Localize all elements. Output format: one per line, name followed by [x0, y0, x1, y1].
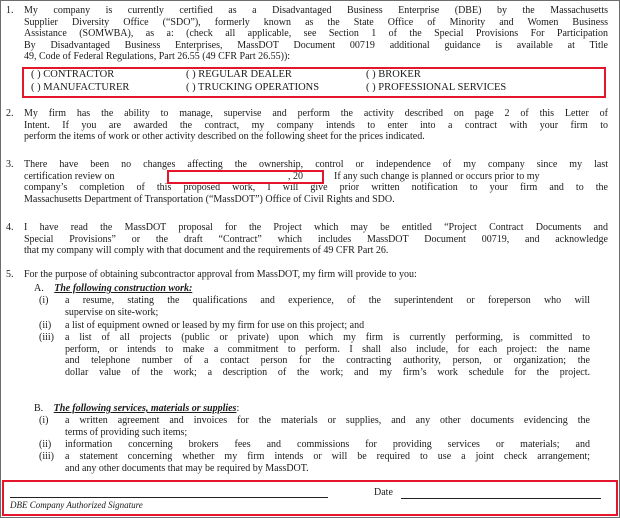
item-number: 3.	[6, 159, 14, 170]
section-title: The following construction work:	[54, 283, 193, 294]
item-text-line: a written agreement and invoices for the materials or supplies, and any other documents evidencing the	[65, 415, 590, 426]
item-text-line: and telephone number of a contact person for the contracting authority, person, or organization; the	[65, 355, 590, 367]
item-text-line: By Disadvantaged Business Enterprises, MassDOT Document 00719 additional guidance is available at Title	[24, 39, 608, 51]
item-text-line: 49, Code of Federal Regulations, Part 26.55 (49 CFR Part 26.55)):	[24, 51, 291, 63]
item-text-line: There have been no changes affecting the ownership, control or independence of my company since my last	[24, 159, 608, 170]
item-text-line: My company is currently certified as a Disadvantaged Business Enterprise (DBE) by the Massachusetts	[24, 5, 608, 16]
item-number: 1.	[6, 5, 14, 16]
item-text-fragment: If any such change is planned or occurs prior to my	[334, 170, 540, 182]
item-text-line: perform the items of work or other activity described on the following sheet for the prices indicated.	[24, 131, 425, 143]
item-text-line: a statement concerning whether my firm intends or will be required to use a joint check arrangement;	[65, 451, 590, 462]
item-text-line: a resume, stating the qualifications and experience, of the superintendent or foreperson who will	[65, 295, 590, 306]
certification-row	[31, 69, 601, 82]
section-b-heading	[34, 403, 239, 415]
item-text-line: information concerning brokers fees and commissions for providing services or materials; and	[65, 439, 590, 450]
option-professional-services-checkbox[interactable]: ( ) PROFESSIONAL SERVICES	[366, 81, 507, 93]
roman-numeral: (i)	[39, 415, 49, 426]
item-number: 5.	[6, 269, 14, 280]
item-text-line: My firm has the ability to manage, supervise and perform the activity described on page 2 of this Letter of	[24, 108, 608, 119]
section-title: The following services, materials or supplies	[53, 403, 237, 414]
option-contractor-checkbox[interactable]: ( ) CONTRACTOR	[31, 69, 115, 80]
item-text-line: terms of providing such items;	[65, 426, 188, 438]
signature-date-field[interactable]	[401, 498, 601, 499]
item-text-line: that my company will comply with that document and the requirements of 49 CFR Part 26.	[24, 245, 389, 257]
roman-numeral: (i)	[39, 295, 49, 306]
option-manufacturer-checkbox[interactable]: ( ) MANUFACTURER	[31, 81, 130, 93]
certification-row	[31, 82, 601, 95]
section-letter: A.	[34, 283, 44, 294]
item-number: 4.	[6, 222, 14, 233]
certification-options	[31, 69, 601, 94]
item-text-line: a list of equipment owned or leased by my firm for use on this project; and	[65, 320, 365, 331]
item-text-line: a list of all projects (public or private) upon which my firm is currently performing, is committed to	[65, 332, 590, 343]
item-text-line: supervise on site-work;	[65, 306, 159, 318]
item-text-line: Special Provisions” or the draft “Contract” which includes MassDOT Document 00719, and acknowledge	[24, 233, 608, 245]
item-text-line: I have read the MassDOT proposal for the Project which may be entitled “Project Contract Documents and	[24, 222, 608, 233]
section-letter: B.	[34, 403, 44, 414]
item-text-line: For the purpose of obtaining subcontractor approval from MassDOT, my firm will provide to you:	[24, 269, 417, 280]
signature-field[interactable]	[10, 497, 328, 498]
section-title-suffix: :	[236, 403, 240, 414]
date-label: Date	[374, 487, 393, 498]
item-text-line: Intent. If you are awarded the contract, my company intends to enter into a contract with your firm to	[24, 119, 608, 131]
item-text-line: and any other documents that may be required by MassDOT.	[65, 462, 309, 474]
roman-numeral: (ii)	[39, 439, 52, 450]
roman-numeral: (iii)	[39, 451, 54, 462]
certification-year-prefix: , 20	[288, 171, 303, 182]
item-number: 2.	[6, 108, 14, 119]
item-text-line: Supplier Diversity Office (“SDO”), formerly known as the State Office of Minority and Women Business	[24, 16, 608, 28]
item-text-line: Massachusetts Department of Transportation (“MassDOT”) Office of Civil Rights and SDO.	[24, 193, 395, 205]
roman-numeral: (iii)	[39, 332, 54, 343]
signature-label: DBE Company Authorized Signature	[10, 500, 143, 510]
option-regular-dealer-checkbox[interactable]: ( ) REGULAR DEALER	[186, 69, 292, 80]
item-text-line: company’s completion of this proposed work, I will give prior written notification to your firm and to the	[24, 182, 608, 194]
item-text-line: perform, or intends to make a commitment to perform. I shall also include, for each project: the name	[65, 343, 590, 355]
option-broker-checkbox[interactable]: ( ) BROKER	[366, 69, 421, 80]
option-trucking-operations-checkbox[interactable]: ( ) TRUCKING OPERATIONS	[186, 81, 320, 93]
certification-review-label: certification review on	[24, 170, 115, 182]
item-text-line: dollar value of the work; a description of the work; and my firm’s work schedule for the project.	[65, 366, 590, 378]
roman-numeral: (ii)	[39, 320, 52, 331]
item-text-line: Assistance (SOMWBA), as a: (check all applicable, see Section 1 of the Special Provisions For Participation	[24, 28, 608, 40]
section-a-heading	[34, 283, 192, 295]
